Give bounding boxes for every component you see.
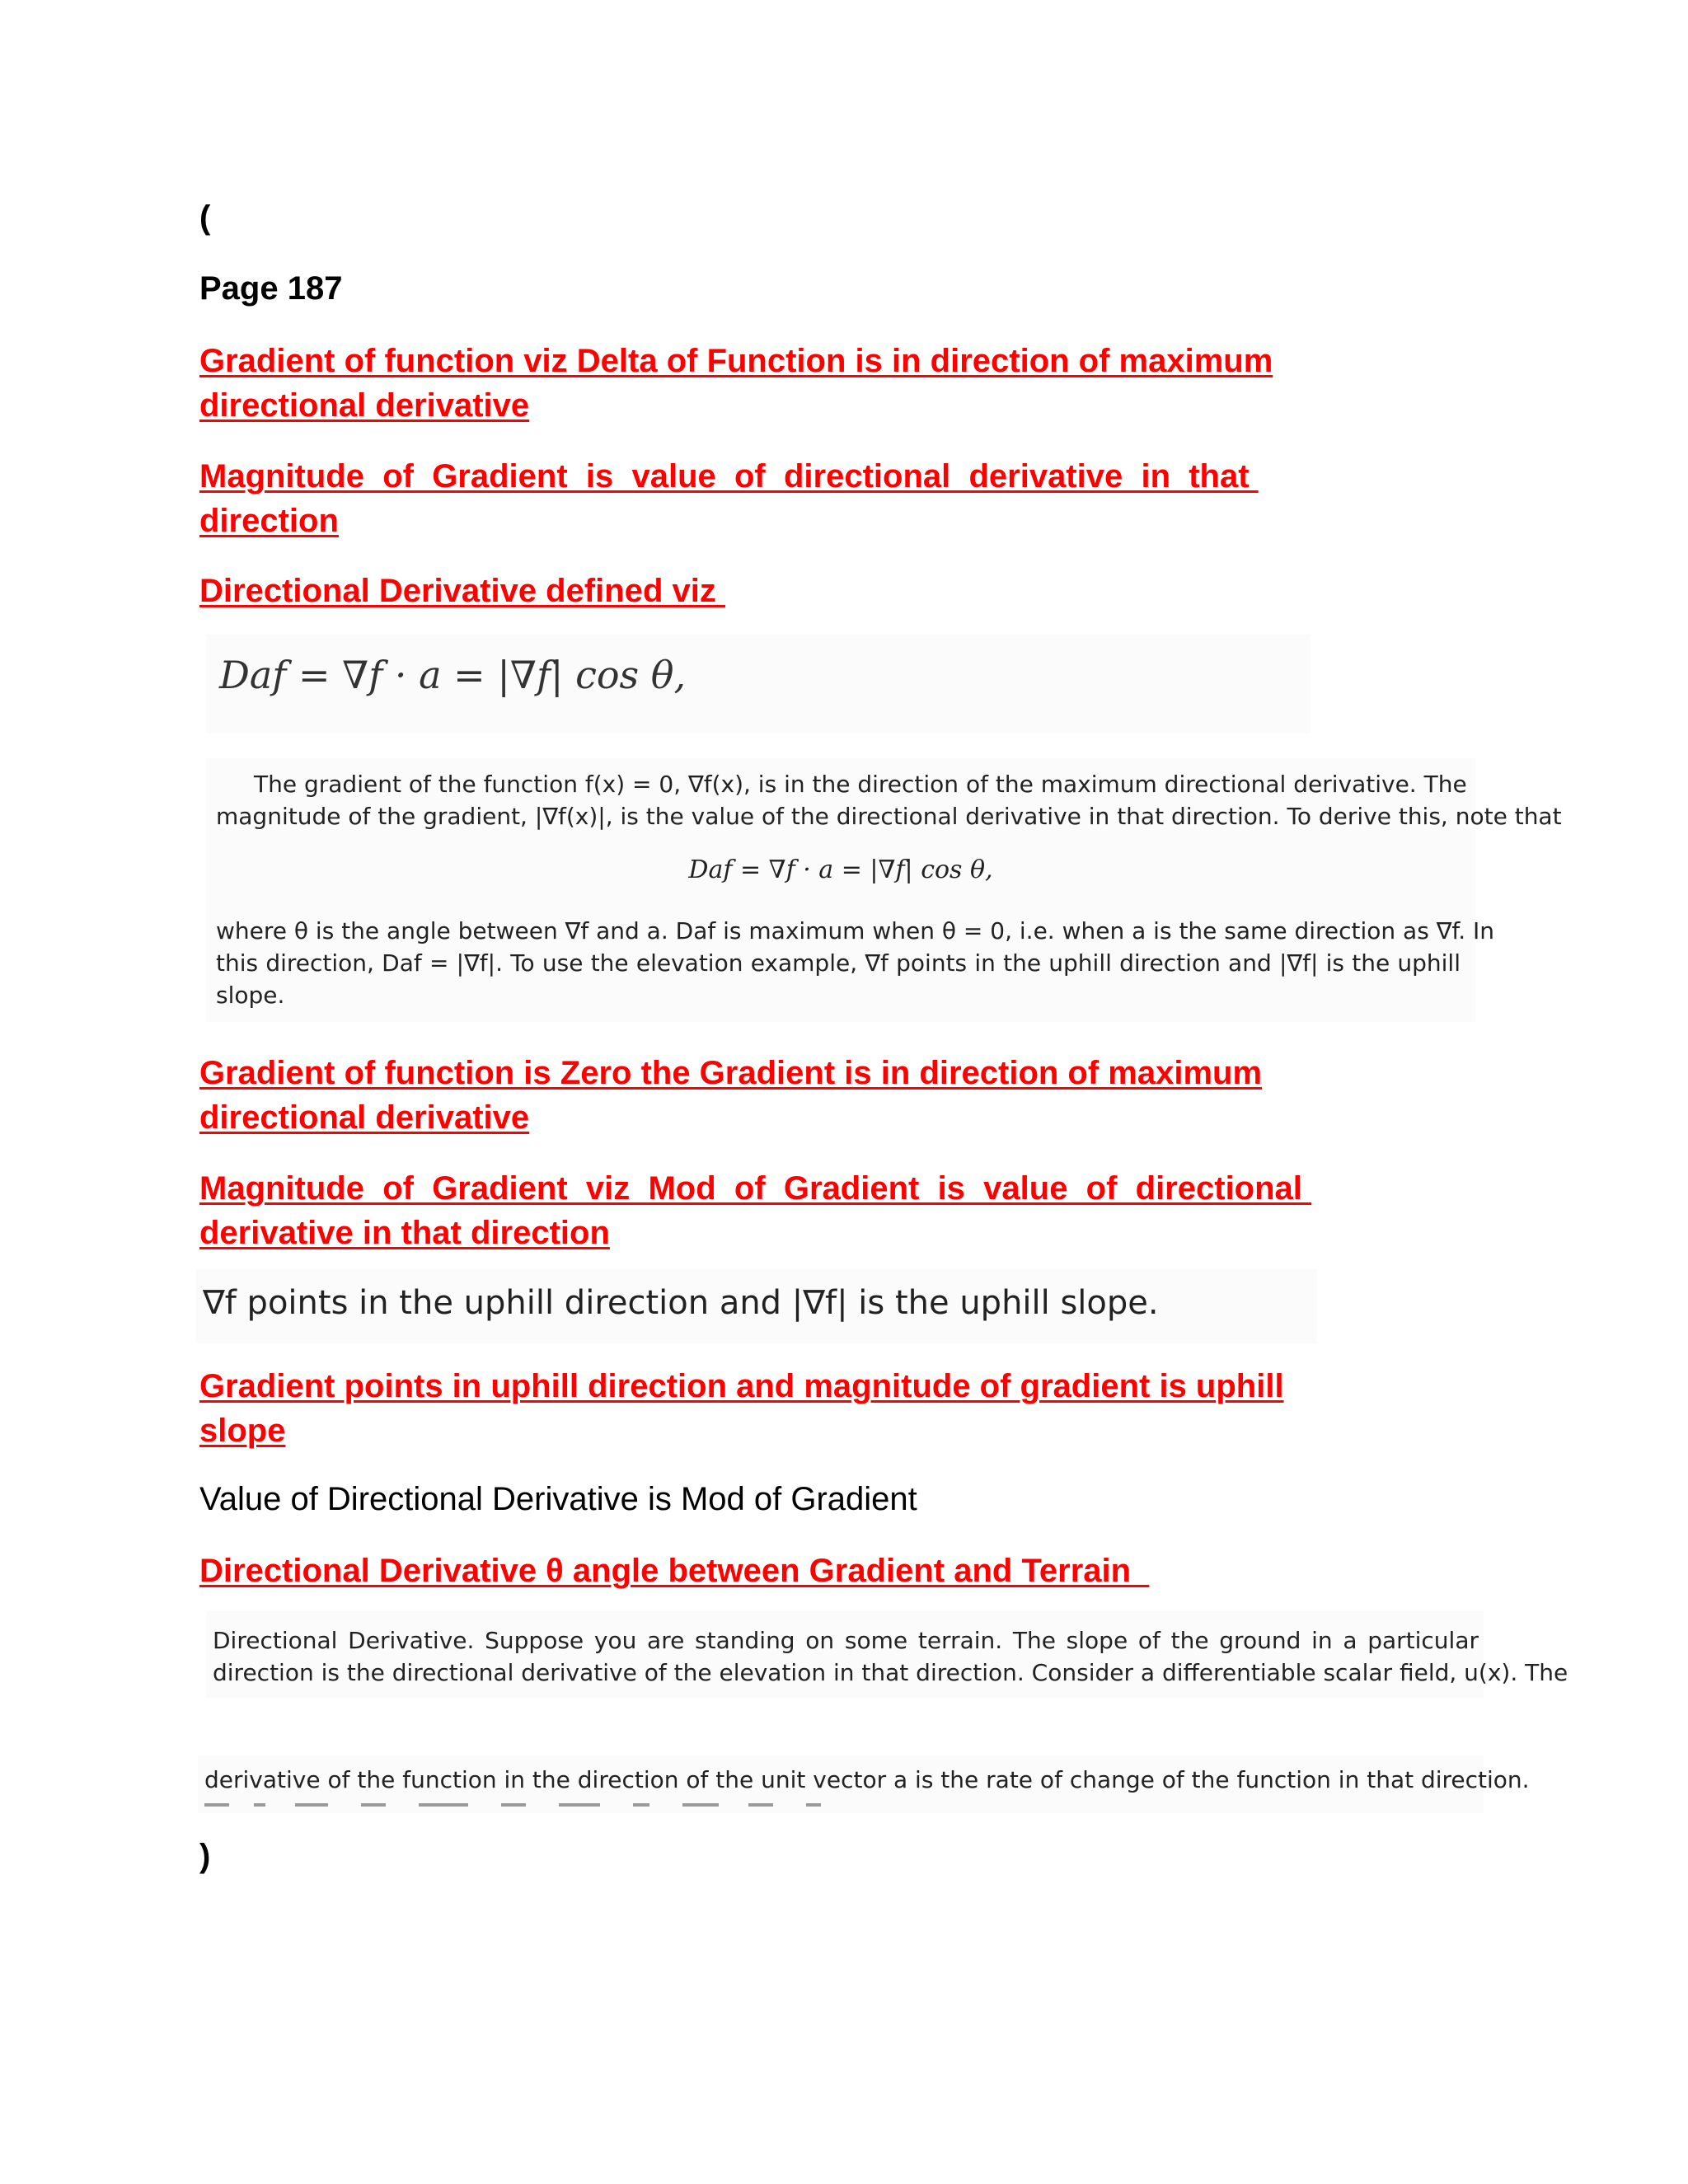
heading-line: Gradient of function viz Delta of Function is in direction of maximum [199, 343, 1273, 379]
heading-line: Directional Derivative θ angle between Gradient and Terrain [199, 1553, 1150, 1589]
excerpt-line: slope. [216, 982, 285, 1009]
plain-statement: Value of Directional Derivative is Mod of Gradient [199, 1481, 917, 1517]
clipped-text-fragment [204, 1803, 1029, 1807]
excerpt-line: The gradient of the function f(x) = 0, ∇f(x), is in the direction of the maximum directional derivative. The [254, 771, 1467, 798]
heading-directional-derivative-defined [199, 569, 725, 613]
heading-gradient-direction [199, 339, 1273, 428]
heading-gradient-zero [199, 1051, 1262, 1140]
excerpt-line: Directional Derivative. Suppose you are standing on some terrain. The slope of the ground in a particular [213, 1627, 1479, 1654]
heading-line: Gradient of function is Zero the Gradient is in direction of maximum [199, 1055, 1263, 1091]
close-parenthesis: ) [199, 1838, 211, 1874]
heading-line: directional derivative [199, 387, 530, 424]
heading-mod-of-gradient [199, 1166, 1311, 1255]
excerpt-line: direction is the directional derivative of the elevation in that direction. Consider a differentiable scalar field, u(x). The [213, 1659, 1568, 1686]
heading-line: Magnitude of Gradient is value of directional derivative in that [199, 458, 1259, 494]
open-parenthesis: ( [199, 199, 211, 236]
excerpt-image-3 [198, 1755, 1530, 1813]
heading-line: direction [199, 503, 339, 539]
excerpt-line: this direction, Daf = |∇f|. To use the elevation example, ∇f points in the uphill direction and |∇f| is the uphill [216, 949, 1461, 977]
heading-line: Directional Derivative defined viz [199, 573, 725, 609]
excerpt-image-2 [206, 1611, 1568, 1698]
formula-text: Daf = ∇f · a = |∇f| cos θ, [219, 653, 687, 697]
uphill-image [196, 1269, 1317, 1343]
heading-line: Magnitude of Gradient viz Mod of Gradient is value of directional [199, 1170, 1312, 1207]
heading-line: derivative in that direction [199, 1215, 610, 1251]
excerpt-line: derivative of the function in the direction of the unit vector a is the rate of change of the function in that direction. [204, 1766, 1530, 1793]
excerpt-line: magnitude of the gradient, |∇f(x)|, is the value of the directional derivative in that direction. To derive this, note that [216, 803, 1562, 830]
excerpt-line: where θ is the angle between ∇f and a. Daf is maximum when θ = 0, i.e. when a is the same direction as ∇f. In [216, 917, 1495, 944]
heading-line: slope [199, 1413, 286, 1449]
heading-theta-angle [199, 1549, 1149, 1593]
formula-image [206, 635, 1311, 733]
heading-gradient-magnitude [199, 454, 1259, 543]
heading-line: Gradient points in uphill direction and magnitude of gradient is uphill [199, 1368, 1284, 1404]
page-label: Page 187 [199, 270, 343, 307]
heading-line: directional derivative [199, 1099, 530, 1136]
heading-uphill-slope [199, 1364, 1284, 1453]
excerpt-formula: Daf = ∇f · a = |∇f| cos θ, [688, 855, 993, 884]
uphill-text: ∇f points in the uphill direction and |∇f| is the uphill slope. [203, 1284, 1159, 1322]
excerpt-image-1 [206, 758, 1562, 1022]
